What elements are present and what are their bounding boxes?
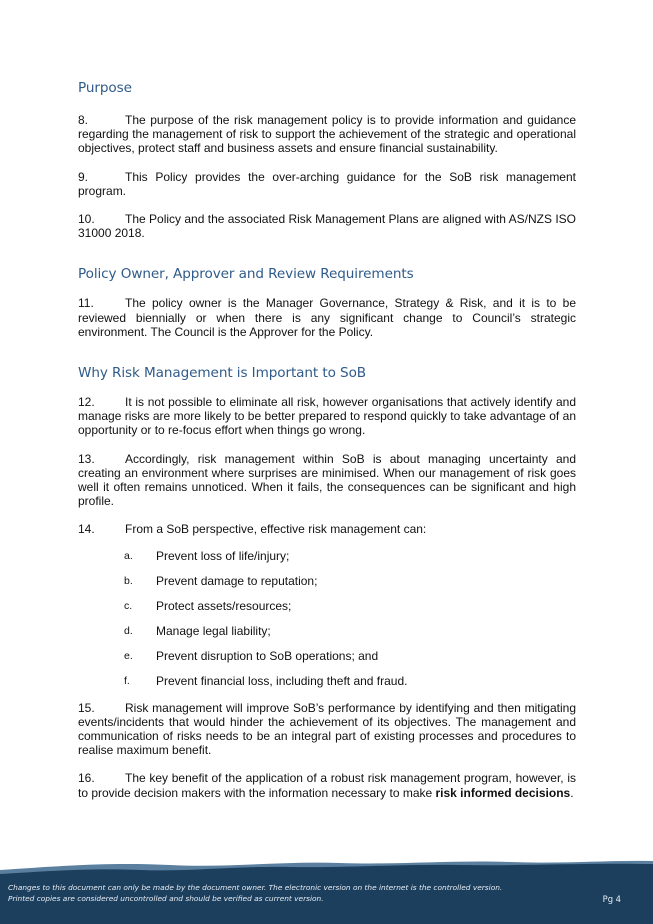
list-item (78, 549, 576, 574)
paragraph-number: 14. (78, 522, 95, 537)
paragraph-10 (78, 212, 576, 240)
heading-policy-owner: Policy Owner, Approver and Review Requirements (78, 266, 414, 283)
paragraph-number: 8. (78, 113, 89, 127)
heading-why-risk-management: Why Risk Management is Important to SoB (78, 365, 367, 382)
paragraph-text: This Policy provides the over-arching guidance for the SoB risk management program. (78, 169, 576, 198)
list-text: Manage legal liability; (156, 623, 271, 638)
paragraph-text-end: . (570, 785, 574, 800)
paragraph-text: Accordingly, risk management within SoB is about managing uncertainty and creating an environment where surprises are minimised. When our management of risk goes well it often remains unnoticed. When it fails, the consequences can be significant and high profile. (78, 451, 576, 509)
list-item (78, 574, 576, 599)
list-letter: c. (124, 599, 133, 612)
document-body (78, 78, 576, 800)
list-item (78, 624, 576, 649)
list-text: Prevent financial loss, including theft and fraud. (156, 673, 408, 688)
list-text: Prevent damage to reputation; (156, 573, 318, 588)
footer-note (8, 882, 502, 904)
paragraph-text: The Policy and the associated Risk Management Plans are aligned with AS/NZS ISO 31000 2018. (78, 212, 576, 241)
paragraph-text: The key benefit of the application of a robust risk management program, however, is to provide decision makers with the information necessary to make (78, 771, 576, 800)
paragraph-14 (78, 522, 576, 536)
list-text: Prevent disruption to SoB operations; and (156, 648, 379, 663)
list-letter: b. (124, 574, 133, 587)
list-text: Protect assets/resources; (156, 598, 292, 613)
list-letter: e. (124, 649, 133, 662)
list-item (78, 649, 576, 674)
list-letter: d. (124, 624, 133, 637)
list-item (78, 674, 576, 699)
paragraph-text: Risk management will improve SoB’s performance by identifying and then mitigating events/incidents that would hinder the achievement of its objectives. The management and communication of risks needs to be an integral part of existing processes and procedures to realise maximum benefit. (78, 700, 576, 758)
paragraph-number: 16. (78, 771, 95, 786)
paragraph-number: 10. (78, 212, 95, 227)
heading-purpose: Purpose (78, 80, 132, 96)
paragraph-number: 15. (78, 700, 95, 715)
paragraph-number: 11. (78, 296, 94, 311)
list-item (78, 599, 576, 624)
list-letter: f. (124, 674, 130, 687)
page-number: Pg 4 (602, 894, 621, 904)
emphasis-text: risk informed decisions (435, 785, 571, 800)
paragraph-9 (78, 170, 576, 198)
paragraph-number: 12. (78, 395, 95, 410)
benefits-list (78, 549, 576, 699)
paragraph-text: It is not possible to eliminate all risk, however organisations that actively identify and manage risks are more likely to be better prepared to respond quickly to take advantage of an opportunity or to re-focus effort when things go wrong. (78, 395, 576, 438)
list-letter: a. (124, 549, 133, 562)
footer-line-2: Printed copies are considered uncontrolled and should be verified as current version. (8, 894, 324, 903)
list-text: Prevent loss of life/injury; (156, 548, 290, 563)
paragraph-number: 13. (78, 451, 95, 466)
paragraph-16 (78, 771, 576, 799)
paragraph-text: The policy owner is the Manager Governance, Strategy & Risk, and it is to be reviewed biennially or when there is any significant change to Council’s strategic environment. The Council is the Approver for the Policy. (78, 296, 576, 339)
paragraph-number: 9. (78, 169, 89, 184)
paragraph-text: The purpose of the risk management policy is to provide information and guidance regarding the management of risk to support the achievement of the strategic and operational objectives, protect staff and business assets and ensure financial sustainability. (78, 113, 576, 156)
paragraph-8 (78, 113, 576, 156)
paragraph-12 (78, 395, 576, 438)
paragraph-13 (78, 452, 576, 509)
paragraph-15 (78, 701, 576, 758)
footer-line-1: Changes to this document can only be made by the document owner. The electronic version on the internet is the controlled version. (8, 883, 503, 892)
paragraph-text: From a SoB perspective, effective risk management can: (125, 522, 427, 537)
paragraph-11 (78, 296, 576, 339)
page-footer (0, 874, 653, 924)
